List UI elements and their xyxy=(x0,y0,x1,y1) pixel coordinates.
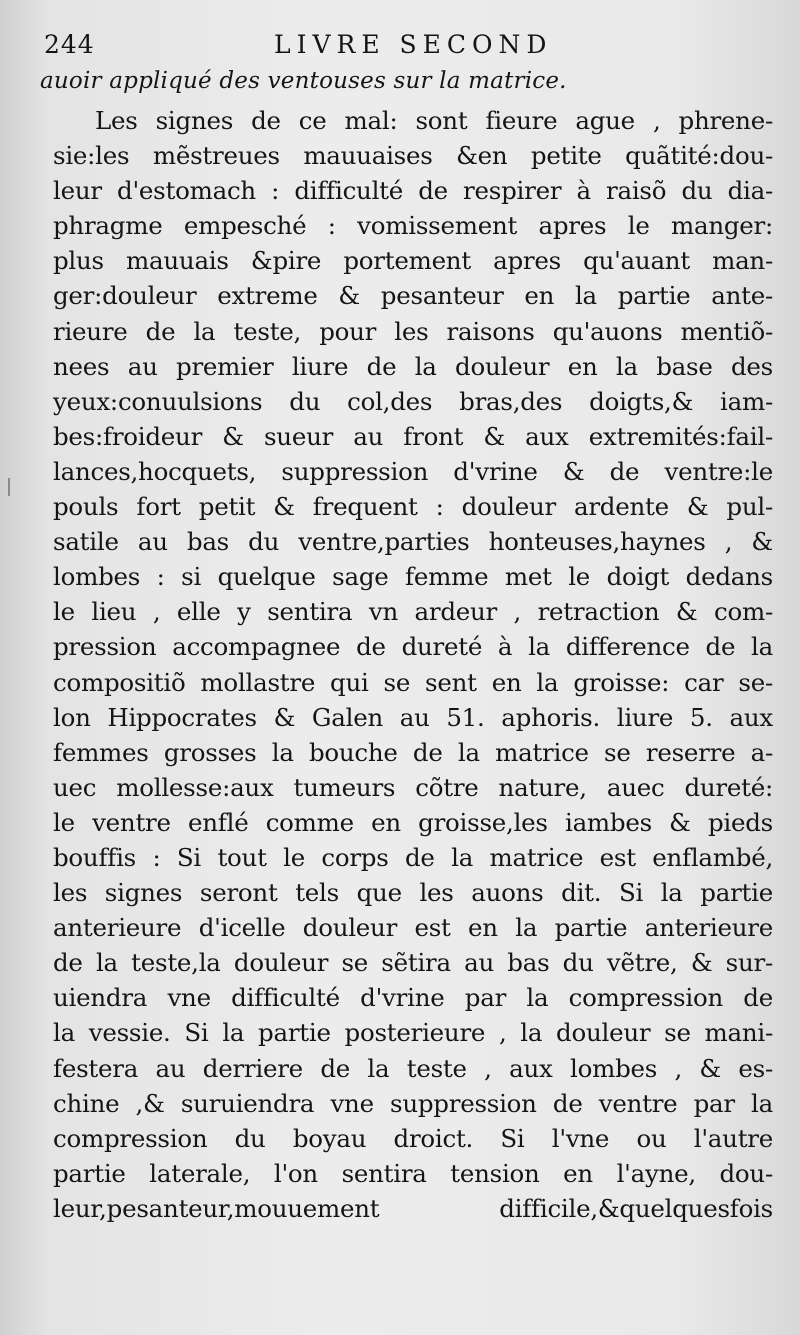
text-line: anterieure d'icelle douleur est en la partie anterieure xyxy=(53,913,773,943)
text-line: leur d'estomach : difficulté de respirer à raisõ du dia- xyxy=(53,176,773,206)
page-header xyxy=(44,30,764,66)
text-line: lances,hocquets, suppression d'vrine & de ventre:le xyxy=(53,456,773,486)
text-line: festera au derriere de la teste , aux lombes , & es- xyxy=(53,1053,773,1083)
text-line: le lieu , elle y sentira vn ardeur , retraction & com- xyxy=(53,597,773,627)
text-line: sie:les mẽstreues mauuaises &en petite quãtité:dou- xyxy=(53,141,773,171)
text-line: Les signes de ce mal: sont fieure ague , phrene- xyxy=(95,106,773,135)
running-title: LIVRE SECOND xyxy=(274,30,553,59)
text-line: yeux:conuulsions du col,des bras,des doigts,& iam- xyxy=(53,386,773,416)
text-line: uec mollesse:aux tumeurs cõtre nature, auec dureté: xyxy=(53,772,773,802)
text-line: pression accompagnee de dureté à la difference de la xyxy=(53,632,773,662)
text-line: plus mauuais &pire portement apres qu'auant man- xyxy=(53,246,773,276)
text-line: de la teste,la douleur se sẽtira au bas du vẽtre, & sur- xyxy=(53,948,773,978)
text-line: phragme empesché : vomissement apres le manger: xyxy=(53,211,773,241)
text-line: bouffis : Si tout le corps de la matrice est enflambé, xyxy=(53,842,773,872)
text-line: lombes : si quelque sage femme met le doigt dedans xyxy=(53,562,773,592)
text-line: partie laterale, l'on sentira tension en l'ayne, dou- xyxy=(53,1158,773,1188)
text-line: le ventre enflé comme en groisse,les iambes & pieds xyxy=(53,807,773,837)
continued-line: auoir appliqué des ventouses sur la matrice. xyxy=(40,68,567,94)
text-line: compression du boyau droict. Si l'vne ou l'autre xyxy=(53,1123,773,1153)
text-line: lon Hippocrates & Galen au 51. aphoris. liure 5. aux xyxy=(53,702,773,732)
text-line: nees au premier liure de la douleur en la base des xyxy=(53,351,773,381)
text-line: satile au bas du ventre,parties honteuses,haynes , & xyxy=(53,527,773,557)
text-line: compositiõ mollastre qui se sent en la groisse: car se- xyxy=(53,667,773,697)
text-line: les signes seront tels que les auons dit. Si la partie xyxy=(53,878,773,908)
text-line: rieure de la teste, pour les raisons qu'auons mentiõ- xyxy=(53,316,773,346)
page-number: 244 xyxy=(44,30,95,59)
text-line: chine ,& suruiendra vne suppression de ventre par la xyxy=(53,1088,773,1118)
body-text xyxy=(53,103,773,1226)
text-line: pouls fort petit & frequent : douleur ardente & pul- xyxy=(53,492,773,522)
margin-mark xyxy=(8,478,10,496)
text-line: uiendra vne difficulté d'vrine par la compression de xyxy=(53,983,773,1013)
text-line: la vessie. Si la partie posterieure , la douleur se mani- xyxy=(53,1018,773,1048)
text-line: bes:froideur & sueur au front & aux extremités:fail- xyxy=(53,421,773,451)
text-line: femmes grosses la bouche de la matrice se reserre a- xyxy=(53,737,773,767)
text-line: ger:douleur extreme & pesanteur en la partie ante- xyxy=(53,281,773,311)
text-line: leur,pesanteur,mouuement difficile,&quelquesfois xyxy=(53,1193,773,1223)
